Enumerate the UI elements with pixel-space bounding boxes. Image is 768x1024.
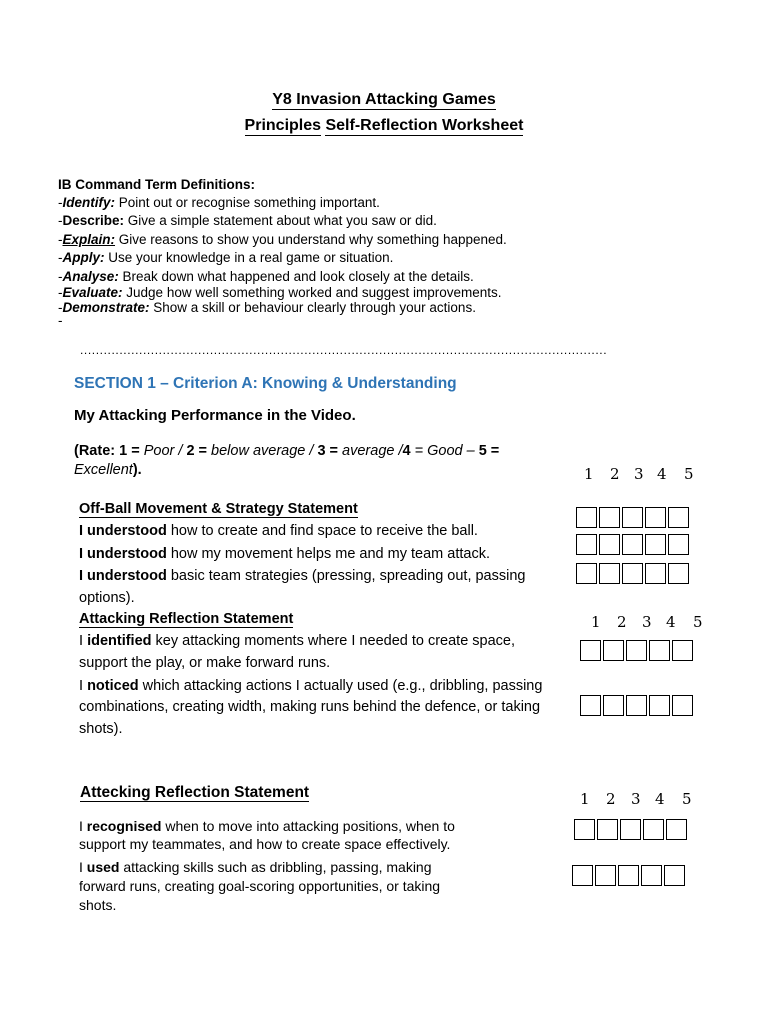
rating-scale-labels: 1 2 3 4 5 xyxy=(591,613,703,631)
rating-box-row xyxy=(580,640,695,661)
statement-line: I used attacking skills such as dribbling, passing, making xyxy=(79,859,432,875)
rating-box-row xyxy=(580,695,695,716)
rating-box-2[interactable] xyxy=(599,534,620,555)
rating-box-5[interactable] xyxy=(672,695,693,716)
statement-line: I identified key attacking moments where I needed to create space, xyxy=(79,633,516,649)
rating-box-1[interactable] xyxy=(580,695,601,716)
rating-box-4[interactable] xyxy=(649,695,670,716)
definition-explain: -Explain: Give reasons to show you understand why something happened. xyxy=(58,232,507,247)
statement-line: shots). xyxy=(79,721,123,737)
rating-box-row xyxy=(576,507,691,528)
rating-box-3[interactable] xyxy=(626,640,647,661)
rating-box-1[interactable] xyxy=(576,563,597,584)
statement-line: I recognised when to move into attacking positions, when to xyxy=(79,818,455,834)
rating-box-row xyxy=(574,819,689,840)
definition-demonstrate: -Demonstrate: Show a skill or behaviour clearly through your actions. xyxy=(58,300,476,315)
statement-heading-attacking-reflection: Attacking Reflection Statement xyxy=(79,611,294,627)
statement-heading-attecking-reflection: Attecking Reflection Statement xyxy=(80,784,310,801)
rating-box-2[interactable] xyxy=(603,640,624,661)
worksheet-title-line1: Y8 Invasion Attacking Games xyxy=(272,91,496,108)
rating-box-5[interactable] xyxy=(666,819,687,840)
rating-box-5[interactable] xyxy=(668,534,689,555)
rating-scale-labels: 1 2 3 4 5 xyxy=(580,790,692,808)
definition-apply: -Apply: Use your knowledge in a real game or situation. xyxy=(58,250,394,265)
rating-box-3[interactable] xyxy=(622,563,643,584)
rating-box-2[interactable] xyxy=(595,865,616,886)
rating-box-4[interactable] xyxy=(645,563,666,584)
rating-box-5[interactable] xyxy=(668,507,689,528)
dotted-separator: ...................................................................................................................................... xyxy=(80,343,608,357)
definition-trailing-dash: - xyxy=(58,313,63,328)
definition-identify: -Identify: Point out or recognise something important. xyxy=(58,195,380,210)
rating-box-3[interactable] xyxy=(620,819,641,840)
rating-box-5[interactable] xyxy=(668,563,689,584)
statement-line: forward runs, creating goal-scoring opportunities, or taking xyxy=(79,878,441,894)
definition-analyse: -Analyse: Break down what happened and look closely at the details. xyxy=(58,269,474,284)
statement-line: I understood basic team strategies (pressing, spreading out, passing xyxy=(79,568,526,584)
definitions-heading: IB Command Term Definitions: xyxy=(58,177,256,192)
rating-box-1[interactable] xyxy=(580,640,601,661)
statement-line: support my teammates, and how to create space effectively. xyxy=(79,836,451,852)
rating-box-row xyxy=(576,534,691,555)
rating-box-row xyxy=(576,563,691,584)
rating-box-3[interactable] xyxy=(626,695,647,716)
rating-box-1[interactable] xyxy=(576,534,597,555)
rating-box-2[interactable] xyxy=(599,507,620,528)
statement-line: combinations, creating width, making runs behind the defence, or taking xyxy=(79,699,541,715)
rating-box-4[interactable] xyxy=(641,865,662,886)
section-title: SECTION 1 – Criterion A: Knowing & Understanding xyxy=(74,375,457,392)
worksheet-title-line2: Principles Self-Reflection Worksheet xyxy=(244,117,524,134)
statement-line: options). xyxy=(79,590,135,606)
rating-box-1[interactable] xyxy=(574,819,595,840)
rating-box-2[interactable] xyxy=(599,563,620,584)
rating-box-5[interactable] xyxy=(664,865,685,886)
rating-box-1[interactable] xyxy=(572,865,593,886)
rating-box-2[interactable] xyxy=(603,695,624,716)
rating-box-4[interactable] xyxy=(649,640,670,661)
section-subtitle: My Attacking Performance in the Video. xyxy=(74,407,356,424)
definition-describe: -Describe: Give a simple statement about what you saw or did. xyxy=(58,213,437,228)
rating-box-4[interactable] xyxy=(645,534,666,555)
rating-box-5[interactable] xyxy=(672,640,693,661)
rating-box-3[interactable] xyxy=(618,865,639,886)
rating-box-2[interactable] xyxy=(597,819,618,840)
statement-line: I understood how to create and find space to receive the ball. xyxy=(79,523,478,539)
rating-box-row xyxy=(572,865,687,886)
rating-key: (Rate: 1 = Poor / 2 = below average / 3 = average /4 = Good – 5 = Excellent). xyxy=(74,443,500,478)
rating-box-3[interactable] xyxy=(622,534,643,555)
rating-box-4[interactable] xyxy=(643,819,664,840)
rating-scale-labels: 1 2 3 4 5 xyxy=(584,465,694,483)
statement-line: support the play, or make forward runs. xyxy=(79,655,331,671)
rating-box-4[interactable] xyxy=(645,507,666,528)
statement-line: I understood how my movement helps me and my team attack. xyxy=(79,546,490,562)
statement-line: I noticed which attacking actions I actually used (e.g., dribbling, passing xyxy=(79,678,543,694)
statement-line: shots. xyxy=(79,897,117,913)
definition-evaluate: -Evaluate: Judge how well something worked and suggest improvements. xyxy=(58,285,502,300)
rating-box-3[interactable] xyxy=(622,507,643,528)
statement-heading-off-ball: Off-Ball Movement & Strategy Statement xyxy=(79,501,358,517)
rating-box-1[interactable] xyxy=(576,507,597,528)
